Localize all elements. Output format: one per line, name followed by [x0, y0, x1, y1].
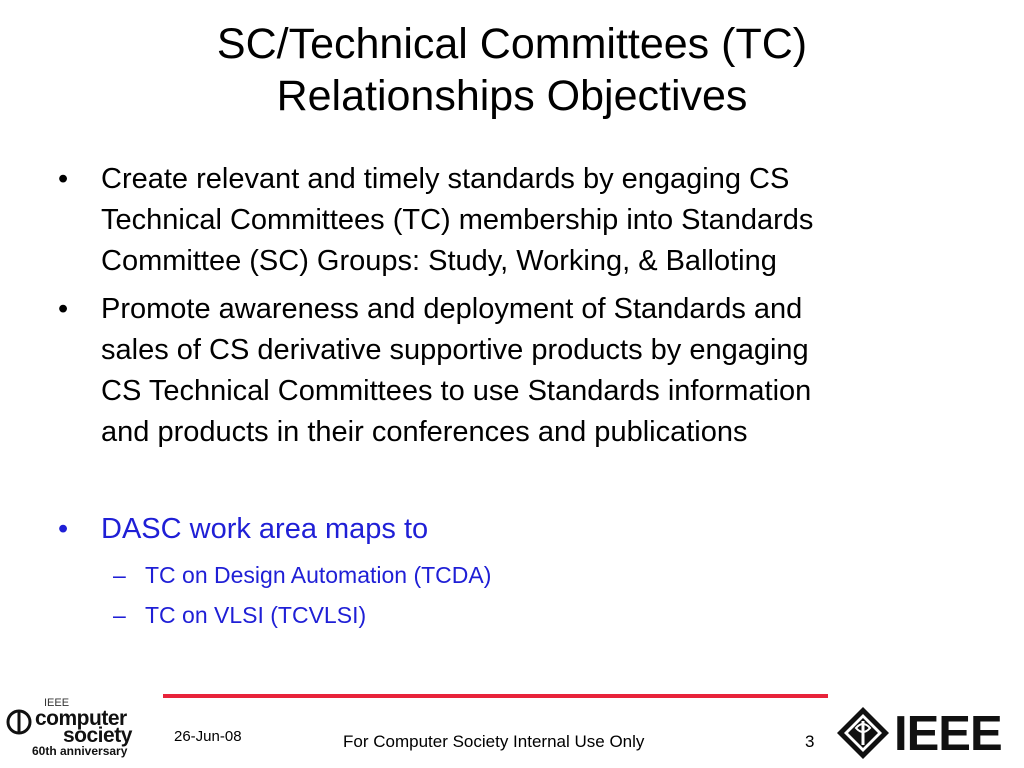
bullet-2-line-3: CS Technical Committees to use Standards information	[101, 375, 812, 407]
slide-title-line-1: SC/Technical Committees (TC)	[216, 20, 808, 68]
computer-society-logo	[6, 697, 156, 763]
computer-society-logo-line-1: computer	[35, 707, 127, 730]
bullet-2-line-4: and products in their conferences and publications	[101, 416, 748, 448]
ieee-logo-text: IEEE	[894, 707, 1002, 761]
slide-title	[0, 18, 1024, 122]
bullet-3-text: DASC work area maps to	[101, 513, 429, 545]
computer-society-logo-line-2: society	[63, 724, 132, 747]
subitem-text: TC on Design Automation (TCDA)	[145, 562, 492, 588]
bullet-marker: •	[58, 163, 69, 195]
subitem-text: TC on VLSI (TCVLSI)	[145, 602, 367, 628]
dash-marker: –	[113, 562, 126, 588]
bullet-1-line-2: Technical Committees (TC) membership into Standards	[101, 204, 814, 236]
bullet-2-line-1: Promote awareness and deployment of Standards and	[101, 293, 803, 325]
ieee-logo	[836, 706, 1018, 760]
bullet-marker: •	[58, 293, 69, 325]
ieee-diamond-icon	[836, 706, 890, 760]
footer-confidentiality-note: For Computer Society Internal Use Only	[343, 732, 645, 751]
footer-date: 26-Jun-08	[174, 728, 242, 745]
computer-society-logo-line-3: 60th anniversary	[32, 744, 128, 758]
computer-society-logo-ieee: IEEE	[44, 697, 70, 709]
bullet-1-line-1: Create relevant and timely standards by engaging CS	[101, 163, 790, 195]
footer-divider	[163, 694, 828, 698]
computer-society-emblem-icon	[6, 709, 32, 735]
slide-title-line-2: Relationships Objectives	[276, 72, 748, 120]
bullet-1-line-3: Committee (SC) Groups: Study, Working, & Balloting	[101, 245, 777, 277]
page-number: 3	[805, 732, 815, 751]
bullet-marker: •	[58, 513, 69, 545]
bullet-2-line-2: sales of CS derivative supportive products by engaging	[101, 334, 809, 366]
dash-marker: –	[113, 602, 126, 628]
